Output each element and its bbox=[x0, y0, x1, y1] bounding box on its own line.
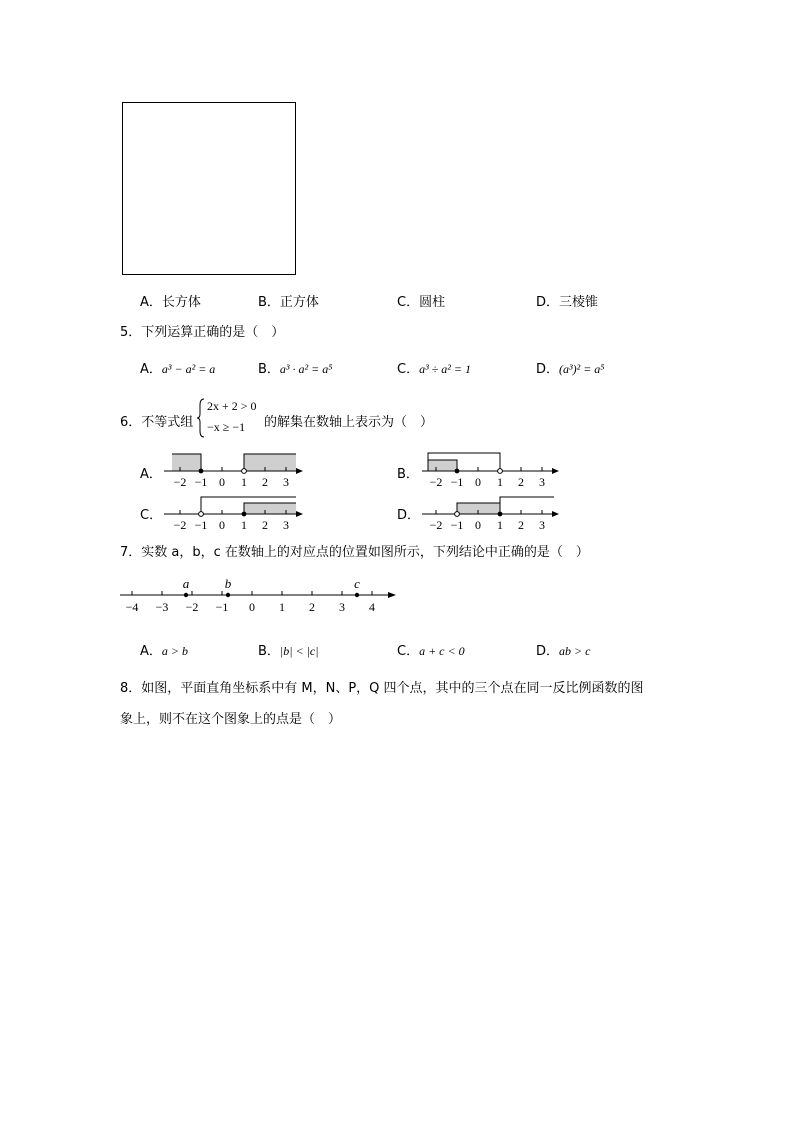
tick-label: −4 bbox=[125, 600, 139, 614]
tick-label: −1 bbox=[194, 475, 208, 489]
q6-numberline-d bbox=[418, 490, 568, 534]
q6-option-d[interactable]: D． bbox=[397, 508, 421, 523]
point-a bbox=[184, 593, 188, 597]
tick-label: 3 bbox=[539, 475, 545, 489]
q7-stem: 7．实数 a，b，c 在数轴上的对应点的位置如图所示，下列结论中正确的是（ ） bbox=[120, 545, 589, 560]
q6-stem-suffix: 的解集在数轴上表示为（ ） bbox=[264, 415, 434, 430]
tick-label: −3 bbox=[155, 600, 169, 614]
q8-stem-line2: 象上，则不在这个图象上的点是（ ） bbox=[120, 712, 342, 727]
tick-label: 1 bbox=[279, 600, 285, 614]
tick-label: −1 bbox=[450, 518, 464, 532]
tick-label: 0 bbox=[219, 518, 225, 532]
q5-option-b[interactable]: B．a³ · a² = a⁵ bbox=[258, 362, 333, 377]
tick-label: 2 bbox=[518, 475, 524, 489]
tick-label: −2 bbox=[429, 518, 443, 532]
tick-label: 2 bbox=[262, 475, 268, 489]
q6-numberline-a bbox=[160, 446, 310, 492]
tick-label: −1 bbox=[450, 475, 464, 489]
q6-system-line1: 2x + 2 > 0 bbox=[207, 399, 257, 413]
tick-label: 2 bbox=[309, 600, 315, 614]
tick-label: −2 bbox=[429, 475, 443, 489]
tick-label: 3 bbox=[539, 518, 545, 532]
q5-option-c[interactable]: C．a³ ÷ a² = 1 bbox=[397, 362, 471, 377]
tick-label: 0 bbox=[249, 600, 255, 614]
q5-option-d[interactable]: D．(a³)² = a⁵ bbox=[536, 362, 605, 377]
tick-label: −2 bbox=[185, 600, 199, 614]
q4-option-a[interactable]: A．长方体 bbox=[140, 295, 201, 310]
tick-label: 1 bbox=[497, 518, 503, 532]
q6-numberline-b bbox=[418, 446, 568, 492]
tick-label: 2 bbox=[262, 518, 268, 532]
tick-label: 2 bbox=[518, 518, 524, 532]
q6-brace bbox=[196, 397, 206, 439]
tick-label: 3 bbox=[339, 600, 345, 614]
q7-numberline bbox=[116, 570, 406, 616]
point-label-b: b bbox=[224, 576, 232, 591]
q7-option-d[interactable]: D．ab > c bbox=[536, 644, 591, 659]
q4-figure-box bbox=[122, 102, 296, 275]
tick-label: 0 bbox=[475, 475, 481, 489]
tick-label: 4 bbox=[369, 600, 375, 614]
q7-option-a[interactable]: A．a > b bbox=[140, 644, 189, 659]
q6-option-c[interactable]: C． bbox=[140, 508, 163, 523]
q6-system-line2: −x ≥ −1 bbox=[207, 420, 246, 434]
q6-option-b[interactable]: B． bbox=[397, 467, 419, 482]
q5-option-a[interactable]: A．a³ − a² = a bbox=[140, 362, 216, 377]
tick-label: 1 bbox=[497, 475, 503, 489]
q7-option-c[interactable]: C．a + c < 0 bbox=[397, 644, 465, 659]
q6-numberline-c bbox=[160, 490, 310, 534]
point-label-c: c bbox=[354, 576, 360, 591]
point-b bbox=[226, 593, 230, 597]
q5-stem: 5．下列运算正确的是（ ） bbox=[120, 325, 285, 340]
tick-label: 3 bbox=[283, 518, 289, 532]
tick-label: −1 bbox=[194, 518, 208, 532]
tick-label: 1 bbox=[241, 518, 247, 532]
tick-label: −2 bbox=[173, 475, 187, 489]
point-c bbox=[355, 593, 359, 597]
tick-label: −1 bbox=[215, 600, 229, 614]
q4-option-b[interactable]: B．正方体 bbox=[258, 295, 319, 310]
q6-option-a[interactable]: A． bbox=[140, 467, 162, 482]
tick-label: 1 bbox=[241, 475, 247, 489]
q6-stem-prefix: 6．不等式组 bbox=[120, 415, 194, 430]
q4-option-d[interactable]: D．三棱锥 bbox=[536, 295, 599, 310]
q8-stem-line1: 8．如图，平面直角坐标系中有 M，N、P，Q 四个点，其中的三个点在同一反比例函数的图 bbox=[120, 681, 644, 696]
q4-option-c[interactable]: C．圆柱 bbox=[397, 295, 446, 310]
tick-label: 0 bbox=[475, 518, 481, 532]
tick-label: 3 bbox=[283, 475, 289, 489]
point-label-a: a bbox=[182, 576, 190, 591]
q7-option-b[interactable]: B．|b| < |c| bbox=[258, 644, 319, 659]
tick-label: −2 bbox=[173, 518, 187, 532]
tick-label: 0 bbox=[219, 475, 225, 489]
